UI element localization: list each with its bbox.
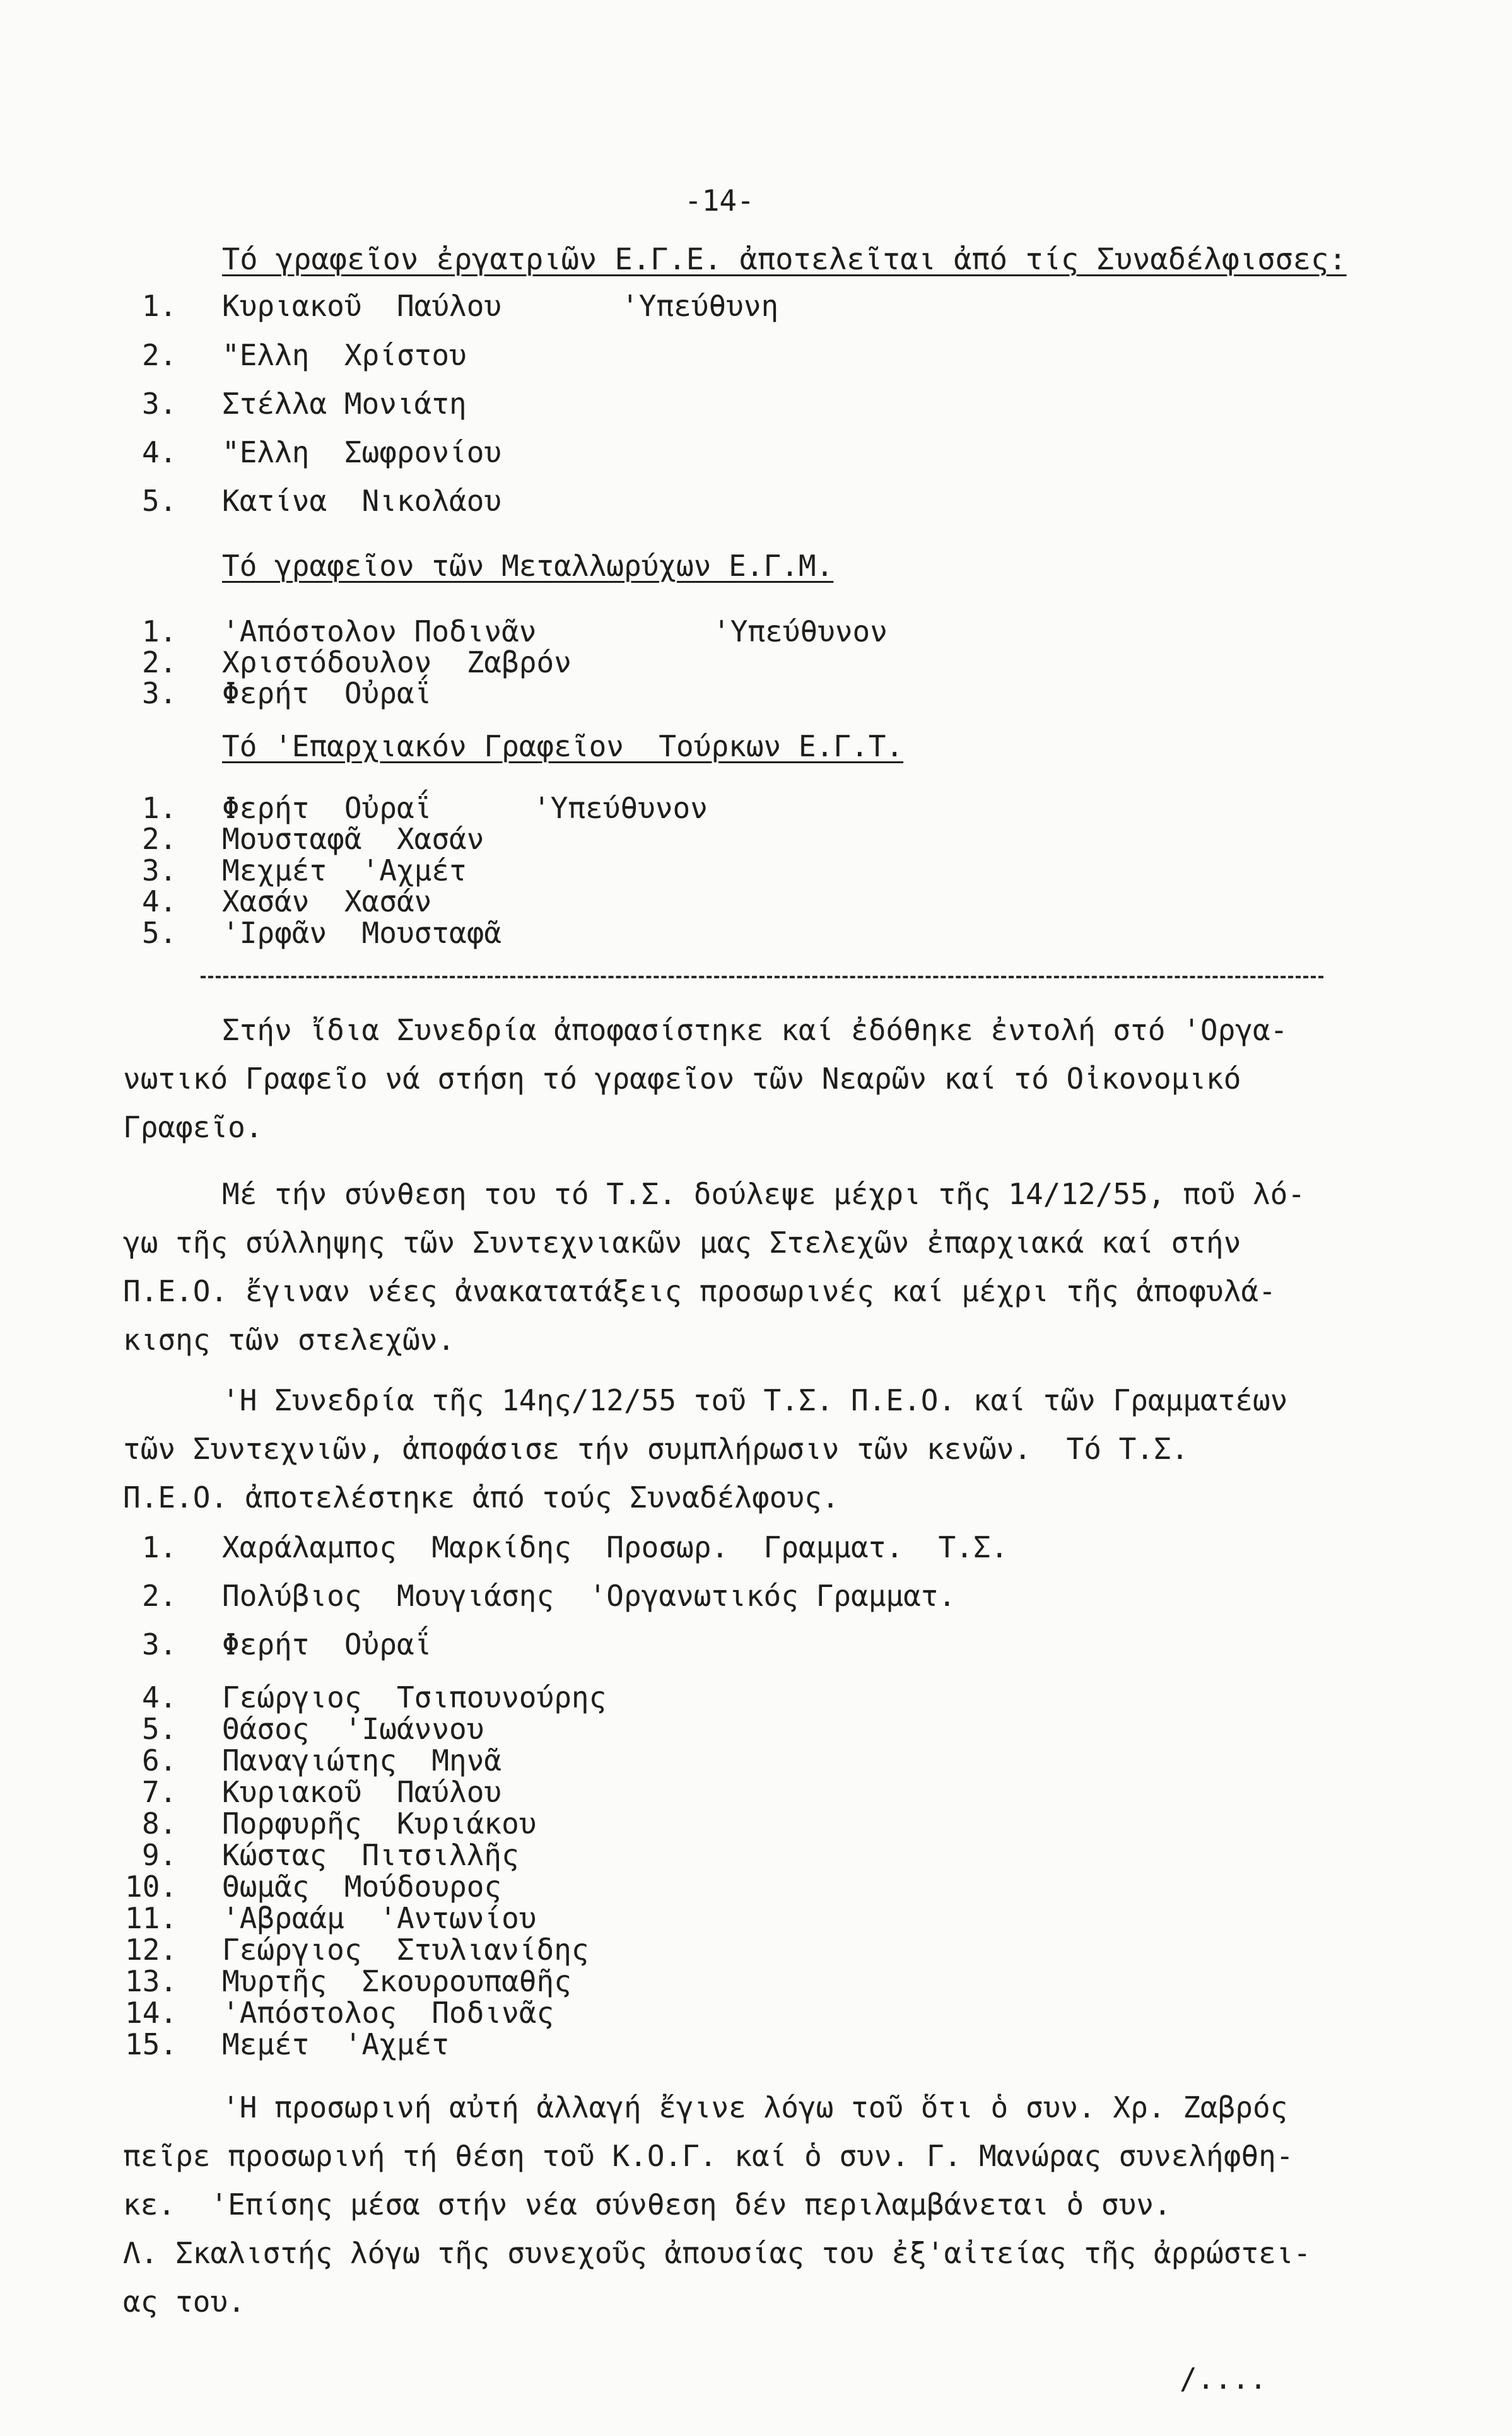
list-entry: 'Αβραάμ 'Αντωνίου <box>222 1901 537 1935</box>
list-name: Κυριακοῦ Παύλου <box>222 289 502 323</box>
paragraph-line: 'Η προσωρινή αὐτή ἀλλαγή ἔγινε λόγω τοῦ ὅτι ὁ συν. Χρ. Ζαβρός <box>222 2090 1288 2124</box>
list-name: "Ελλη Σωφρονίου <box>222 435 502 469</box>
list-number: 2. <box>142 645 177 679</box>
paragraph-line: Π.Ε.Ο. ἀποτελέστηκε ἀπό τούς Συναδέλφους. <box>123 1480 840 1514</box>
paragraph-line: Π.Ε.Ο. ἔγιναν νέες ἀνακατατάξεις προσωρινές καί μέχρι τῆς ἀποφυλά- <box>123 1274 1276 1308</box>
list-name: 'Ιρφᾶν Μουσταφᾶ <box>222 916 502 950</box>
list-number: 7. <box>142 1775 177 1809</box>
list-number: 4. <box>142 884 177 918</box>
list-entry: 'Απόστολος Ποδινᾶς <box>222 1996 554 2030</box>
list-entry: Πολύβιος Μουγιάσης 'Οργανωτικός Γραμματ. <box>222 1579 956 1613</box>
list-name: Χασάν Χασάν <box>222 884 432 918</box>
list-number: 13. <box>125 1964 178 1998</box>
paragraph-line: πεῖρε προσωρινή τή θέση τοῦ Κ.Ο.Γ. καί ὁ συν. Γ. Μανώρας συνελήφθη- <box>123 2139 1294 2173</box>
list-name: Χριστόδουλον Ζαβρόν <box>222 645 571 679</box>
list-number: 5. <box>142 1712 177 1746</box>
list-name: Μεχμέτ 'Αχμέτ <box>222 853 467 887</box>
list-number: 1. <box>142 289 177 323</box>
list-entry: Γεώργιος Στυλιανίδης <box>222 1933 589 1967</box>
page-number: -14- <box>684 184 754 218</box>
paragraph-line: κε. 'Επίσης μέσα στήν νέα σύνθεση δέν περιλαμβάνεται ὁ συν. <box>123 2187 1171 2222</box>
list-name: Στέλλα Μονιάτη <box>222 387 467 421</box>
paragraph-line: ας του. <box>123 2285 245 2319</box>
list-entry: Παναγιώτης Μηνᾶ <box>222 1743 502 1777</box>
list-number: 8. <box>142 1807 177 1841</box>
continuation-mark: /.... <box>1180 2362 1267 2396</box>
list-number: 15. <box>125 2027 178 2061</box>
list-name: Κατίνα Νικολάου <box>222 484 502 518</box>
list-role: 'Υπεύθυνον <box>713 614 888 648</box>
paragraph-line: νωτικό Γραφεῖο νά στήση τό γραφεῖον τῶν Νεαρῶν καί τό Οἰκονομικό <box>123 1062 1241 1096</box>
list-name: Φερήτ Οὐραΐ <box>222 791 432 825</box>
list-name: "Ελλη Χρίστου <box>222 338 467 372</box>
paragraph-line: Γραφεῖο. <box>123 1110 263 1144</box>
list-entry: Πορφυρῆς Κυριάκου <box>222 1807 537 1841</box>
list-number: 4. <box>142 1680 177 1714</box>
paragraph-line: Μέ τήν σύνθεση του τό Τ.Σ. δούλεψε μέχρι τῆς 14/12/55, ποῦ λό- <box>222 1177 1306 1211</box>
list-entry: Θωμᾶς Μούδουρος <box>222 1870 502 1904</box>
paragraph-line: Λ. Σκαλιστής λόγω τῆς συνεχοῦς ἀπουσίας του ἐξ'αἰτείας τῆς ἀρρώστει- <box>123 2236 1311 2270</box>
list-number: 3. <box>142 1627 177 1661</box>
list-number: 1. <box>142 614 177 648</box>
list-role: 'Υπεύθυνη <box>621 289 779 323</box>
list-number: 4. <box>142 435 177 469</box>
list-entry: Γεώργιος Τσιπουνούρης <box>222 1680 607 1714</box>
paragraph-line: γω τῆς σύλληψης τῶν Συντεχνιακῶν μας Στελεχῶν ἐπαρχιακά καί στήν <box>123 1226 1241 1260</box>
list-number: 3. <box>142 676 177 710</box>
list-number: 9. <box>142 1838 177 1872</box>
list-number: 3. <box>142 387 177 421</box>
section-heading-workers-office: Τό γραφεῖον ἐργατριῶν Ε.Γ.Ε. ἀποτελεῖται ἀπό τίς Συναδέλφισσες: <box>222 242 1347 277</box>
paragraph-line: 'Η Συνεδρία τῆς 14ης/12/55 τοῦ Τ.Σ. Π.Ε.Ο. καί τῶν Γραμματέων <box>222 1383 1288 1417</box>
list-entry: Κυριακοῦ Παύλου <box>222 1775 502 1809</box>
list-number: 5. <box>142 484 177 518</box>
list-name: Μουσταφᾶ Χασάν <box>222 822 484 856</box>
list-entry: Θάσος 'Ιωάννου <box>222 1712 484 1746</box>
list-entry: Χαράλαμπος Μαρκίδης Προσωρ. Γραμματ. Τ.Σ. <box>222 1530 1009 1564</box>
list-entry: Φερήτ Οὐραΐ <box>222 1627 432 1661</box>
list-number: 6. <box>142 1743 177 1777</box>
section-heading-miners-office: Τό γραφεῖον τῶν Μεταλλωρύχων Ε.Γ.Μ. <box>222 549 834 583</box>
list-number: 1. <box>142 1530 177 1564</box>
list-number: 14. <box>125 1996 178 2030</box>
list-number: 2. <box>142 1579 177 1613</box>
list-entry: Μυρτῆς Σκουρουπαθῆς <box>222 1964 571 1998</box>
list-number: 1. <box>142 791 177 825</box>
list-number: 12. <box>125 1933 178 1967</box>
list-number: 10. <box>125 1870 178 1904</box>
list-number: 11. <box>125 1901 178 1935</box>
paragraph-line: Στήν ἴδια Συνεδρία ἀποφασίστηκε καί ἐδόθηκε ἐντολή στό 'Οργα- <box>222 1013 1288 1047</box>
list-number: 3. <box>142 853 177 887</box>
paragraph-line: κισης τῶν στελεχῶν. <box>123 1323 455 1357</box>
list-number: 2. <box>142 822 177 856</box>
paragraph-line: τῶν Συντεχνιῶν, ἀποφάσισε τήν συμπλήρωσιν τῶν κενῶν. Τό Τ.Σ. <box>123 1432 1189 1466</box>
list-number: 2. <box>142 338 177 372</box>
list-number: 5. <box>142 916 177 950</box>
list-name: Φερήτ Οὐραΐ <box>222 676 432 710</box>
list-entry: Κώστας Πιτσιλλῆς <box>222 1838 519 1872</box>
list-role: 'Υπεύθυνον <box>533 791 708 825</box>
dashed-separator <box>201 976 1323 978</box>
list-name: 'Απόστολον Ποδινᾶν <box>222 614 537 648</box>
list-entry: Μεμέτ 'Αχμέτ <box>222 2027 450 2061</box>
section-heading-turkish-office: Τό 'Επαρχιακόν Γραφεῖον Τούρκων Ε.Γ.Τ. <box>222 729 904 763</box>
